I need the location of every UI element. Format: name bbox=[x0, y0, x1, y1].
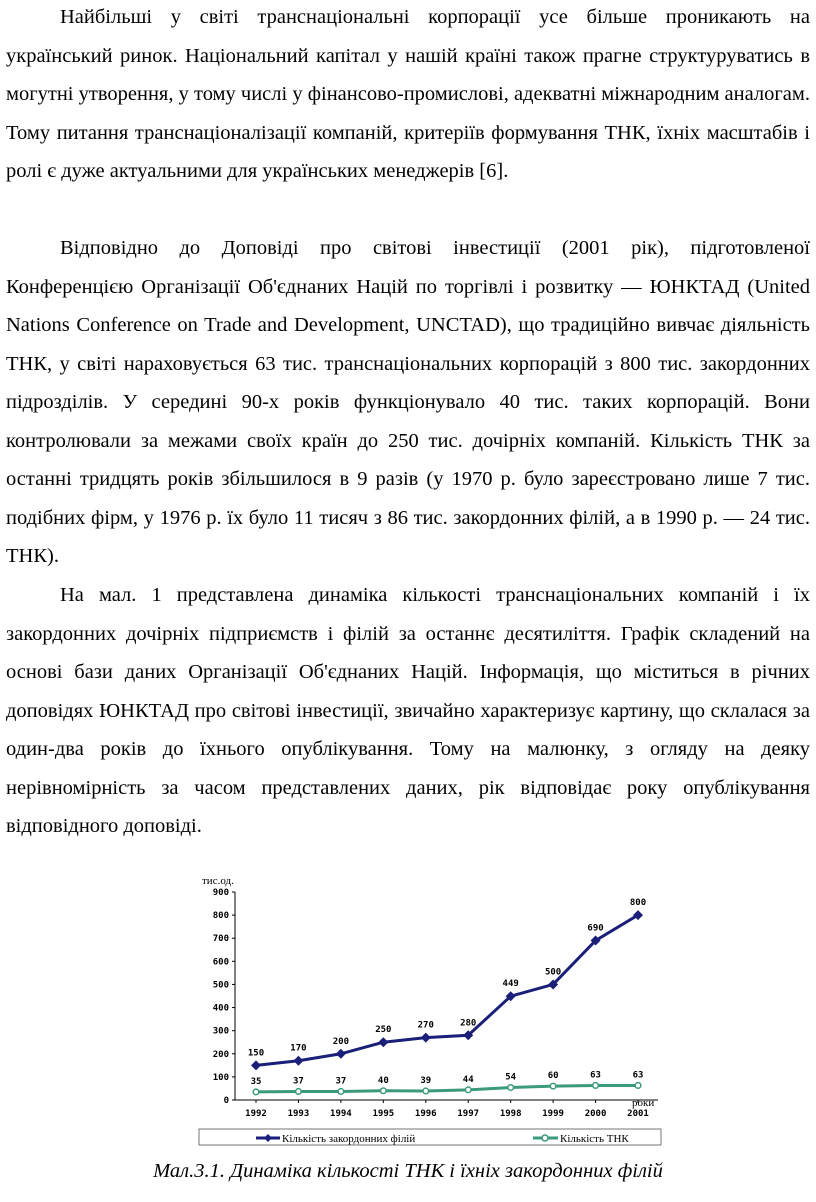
x-tick-label: 2000 bbox=[584, 1109, 607, 1119]
y-tick-label: 700 bbox=[212, 934, 229, 945]
data-point-circle bbox=[593, 1083, 599, 1089]
y-tick-label: 200 bbox=[212, 1049, 229, 1060]
data-label: 280 bbox=[460, 1018, 477, 1029]
data-point-circle bbox=[508, 1085, 514, 1091]
data-point-circle bbox=[381, 1088, 387, 1094]
data-point-diamond bbox=[378, 1037, 388, 1047]
chart-figure bbox=[198, 872, 664, 1150]
data-label: 40 bbox=[377, 1075, 389, 1086]
y-tick-label: 0 bbox=[223, 1096, 229, 1106]
data-label: 54 bbox=[505, 1072, 517, 1083]
x-tick-label: 1995 bbox=[372, 1109, 395, 1119]
data-label: 63 bbox=[632, 1070, 644, 1081]
x-tick-label: 1997 bbox=[457, 1109, 480, 1119]
data-label: 690 bbox=[587, 923, 604, 934]
data-label: 63 bbox=[590, 1070, 601, 1081]
y-tick-label: 500 bbox=[212, 980, 229, 991]
data-point-diamond bbox=[336, 1049, 346, 1059]
x-tick-label: 1999 bbox=[542, 1109, 564, 1119]
x-tick-label: 1994 bbox=[330, 1109, 352, 1119]
series-line-2 bbox=[256, 1085, 638, 1091]
x-tick-label: 1996 bbox=[414, 1109, 437, 1119]
y-tick-label: 600 bbox=[212, 957, 229, 968]
x-tick-label: 1992 bbox=[245, 1109, 267, 1119]
paragraph-1: Найбільші у світі транснаціональні корпорації усе більше проникають на український ринок. Національний капітал у нашій країні також прагне структуруватись в могутні утворення, у тому числі у фінансово-промислові, адекватні міжнародним аналогам. Тому питання транснаціоналізації компаній, критеріїв формування ТНК, їхніх масштабів і ролі є дуже актуальними для українських менеджерів [6]. bbox=[6, 6, 810, 182]
data-label: 37 bbox=[293, 1076, 304, 1087]
data-label: 60 bbox=[547, 1071, 559, 1082]
data-label: 270 bbox=[417, 1020, 434, 1031]
series-line-1 bbox=[256, 915, 638, 1065]
legend-swatch-circle bbox=[542, 1135, 548, 1141]
paragraph-2: Відповідно до Доповіді про світові інвестиції (2001 рік), підготовленої Конференцією Організації Об'єднаних Націй по торгівлі і розвитку — ЮНКТАД (United Nations Conference on Trade and Development, UNCTAD), що традиційно вивчає діяльність ТНК, у світі нараховується 63 тис. транснаціональних корпорацій з 800 тис. закордонних підрозділів. У середині 90-х років функціонувало 40 тис. таких корпорацій. Вони контролювали за межами своїх країн до 250 тис. дочірніх компаній. Кількість ТНК за останні тридцять років збільшилося в 9 разів (у 1970 р. було зареєстровано лише 7 тис. подібних фірм, у 1976 р. їх було 11 тисяч з 86 тис. закордонних філій, а в 1990 р. — 24 тис. ТНК). bbox=[6, 237, 810, 567]
data-point-circle bbox=[423, 1088, 429, 1094]
legend-label-1: Кількість закордонних філій bbox=[282, 1133, 416, 1145]
line-chart bbox=[198, 872, 664, 1150]
x-axis-label: роки bbox=[632, 1097, 655, 1109]
data-label: 500 bbox=[544, 967, 562, 978]
data-label: 150 bbox=[247, 1048, 265, 1059]
data-point-circle bbox=[253, 1089, 259, 1095]
data-label: 449 bbox=[502, 979, 519, 990]
data-label: 39 bbox=[420, 1075, 432, 1086]
data-label: 44 bbox=[462, 1074, 474, 1085]
data-point-diamond bbox=[251, 1060, 261, 1070]
figure-caption: Мал.3.1. Динаміка кількості ТНК і їхніх закордонних філій bbox=[153, 1160, 663, 1182]
data-point-circle bbox=[465, 1087, 471, 1093]
data-point-circle bbox=[635, 1083, 641, 1089]
data-point-circle bbox=[296, 1089, 302, 1095]
legend-swatch-diamond bbox=[264, 1134, 272, 1142]
data-label: 250 bbox=[375, 1025, 392, 1036]
data-point-diamond bbox=[421, 1033, 431, 1043]
data-label: 37 bbox=[335, 1076, 347, 1087]
paragraph-3: На мал. 1 представлена динаміка кількості транснаціональних компаній і їх закордонних дочірніх підприємств і філій за останнє десятиліття. Графік складений на основі бази даних Організації Об'єднаних Націй. Інформація, що міститься в річних доповідях ЮНКТАД про світові інвестиції, звичайно характеризує картину, що склалася за один-два років до їхнього опублікування. Тому на малюнку, з огляду на деяку нерівномірність за часом представлених даних, рік відповідає року опублікування відповідного доповіді. bbox=[6, 584, 810, 837]
data-label: 35 bbox=[250, 1076, 262, 1087]
x-tick-label: 1993 bbox=[287, 1109, 310, 1119]
data-point-diamond bbox=[293, 1056, 303, 1066]
x-tick-label: 2001 bbox=[627, 1109, 649, 1119]
data-label: 200 bbox=[332, 1036, 350, 1047]
x-tick-label: 1998 bbox=[499, 1109, 522, 1119]
data-point-circle bbox=[338, 1089, 344, 1095]
y-tick-label: 400 bbox=[212, 1003, 229, 1014]
y-tick-label: 300 bbox=[212, 1026, 229, 1037]
y-tick-label: 800 bbox=[212, 911, 229, 922]
y-tick-label: 100 bbox=[212, 1072, 229, 1083]
y-axis-label: тис.од. bbox=[202, 875, 234, 887]
data-label: 170 bbox=[290, 1043, 307, 1054]
legend-label-2: Кількість ТНК bbox=[560, 1133, 629, 1145]
data-point-circle bbox=[550, 1083, 556, 1089]
y-tick-label: 900 bbox=[212, 888, 229, 898]
data-label: 800 bbox=[629, 898, 647, 909]
